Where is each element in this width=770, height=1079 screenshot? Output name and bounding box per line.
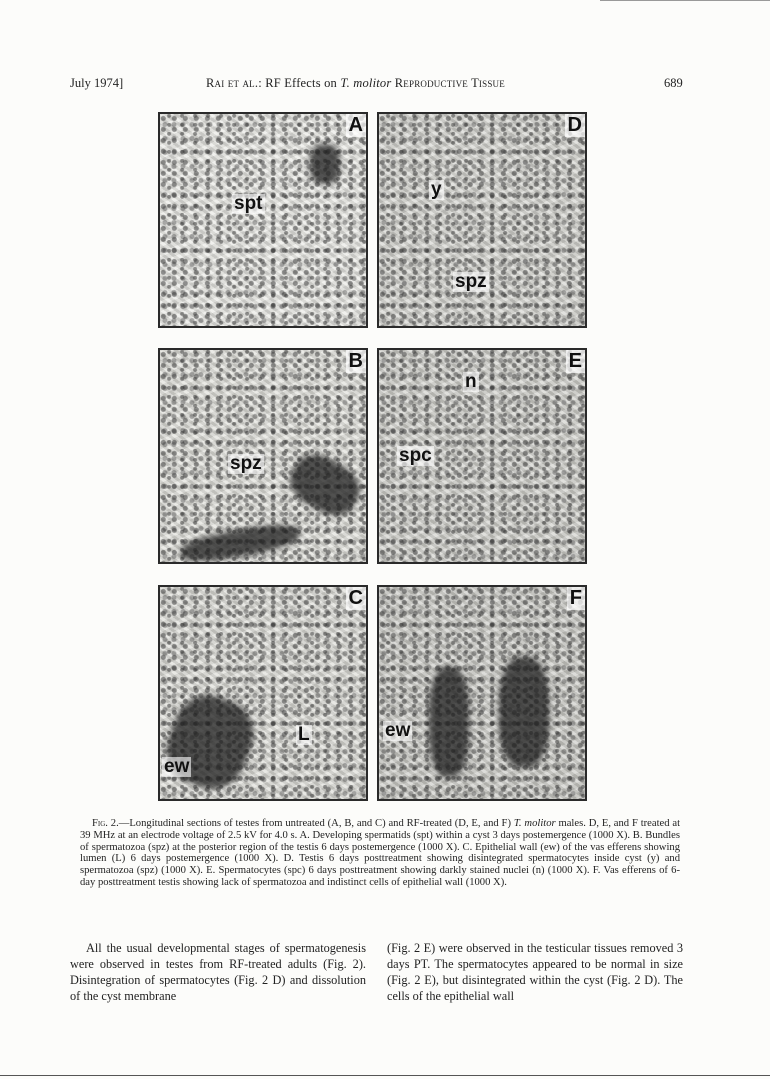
caption-fig-label: Fig. 2.	[92, 818, 119, 829]
figure-panel-a	[158, 112, 368, 328]
dark-region	[282, 446, 368, 524]
dark-region	[310, 144, 340, 184]
figure-panel-e	[377, 348, 587, 564]
running-title-species: T. molitor	[340, 76, 392, 90]
top-edge-line	[600, 0, 770, 1]
panel-letter-c: C	[346, 587, 366, 610]
label-spt: spt	[234, 193, 263, 214]
body-column-left: All the usual developmental stages of spermatogenesis were observed in testes from RF-treated adults (Fig. 2). Disintegration of spermatocytes (Fig. 2 D) and dissolution of the cyst membrane	[70, 941, 366, 1003]
panel-letter-f: F	[567, 587, 585, 610]
label-ew: ew	[385, 720, 411, 741]
bottom-edge-line	[0, 1075, 770, 1076]
figure-panel-c	[158, 585, 368, 801]
figure-panel-d	[377, 112, 587, 328]
page-number: 689	[664, 76, 683, 90]
running-title-authors: Rai et al.	[206, 76, 259, 90]
panel-letter-e: E	[566, 350, 585, 373]
label-n: n	[465, 371, 477, 392]
label-spc: spc	[399, 445, 432, 466]
running-title-prefix: : RF Effects on	[258, 76, 341, 90]
panel-letter-d: D	[565, 114, 585, 137]
caption-text-2: males. D, E, and F treated at 39 MHz at an electrode voltage of 2.5 kV for 4.0 s. A. Developing spermatids (spt) within a cyst 3 days postemergence (1000 X). B. Bundles of spermatozoa (spz) at the posterior region of the testis 6 days postemergence (1000 X). C. Epithelial wall (ew) of the vas efferens showing lumen (L) 6 days postemergence (1000 X). D. Testis 6 days posttreatment showing disintegrated spermatocytes inside cyst (y) and spermatozoa (spz) (1000 X). E. Spermatocytes (spc) 6 days posttreatment showing darkly stained nuclei (n) (1000 X). F. Vas efferens of 6-day posttreatment testis showing lack of spermatozoa and indistinct cells of epithelial wall (1000 X).	[80, 818, 681, 888]
figure-panel-b	[158, 348, 368, 564]
body-column-right: (Fig. 2 E) were observed in the testicular tissues removed 3 days PT. The spermatocytes appeared to be normal in size (Fig. 2 E), but disintegrated within the cyst (Fig. 2 D). The cells of the epithelial wall	[387, 941, 683, 1003]
panel-letter-a: A	[346, 114, 366, 137]
label-y: y	[431, 179, 442, 200]
label-spz: spz	[230, 453, 262, 474]
figure-panel-f	[377, 585, 587, 801]
panel-letter-b: B	[346, 350, 366, 373]
caption-species: T. molitor	[513, 818, 556, 829]
dark-region	[429, 667, 469, 777]
label-ew: ew	[164, 756, 190, 777]
figure-caption	[80, 818, 680, 889]
caption-text-1: —Longitudinal sections of testes from untreated (A, B, and C) and RF-treated (D, E, and F)	[118, 818, 514, 829]
dark-region	[158, 686, 263, 798]
label-l: L	[298, 724, 310, 745]
dark-region	[179, 520, 302, 564]
header-date: July 1974]	[70, 76, 124, 90]
label-spz: spz	[455, 271, 487, 292]
running-title-suffix: Reproductive Tissue	[391, 76, 505, 90]
running-title	[206, 76, 505, 91]
dark-region	[499, 657, 549, 767]
